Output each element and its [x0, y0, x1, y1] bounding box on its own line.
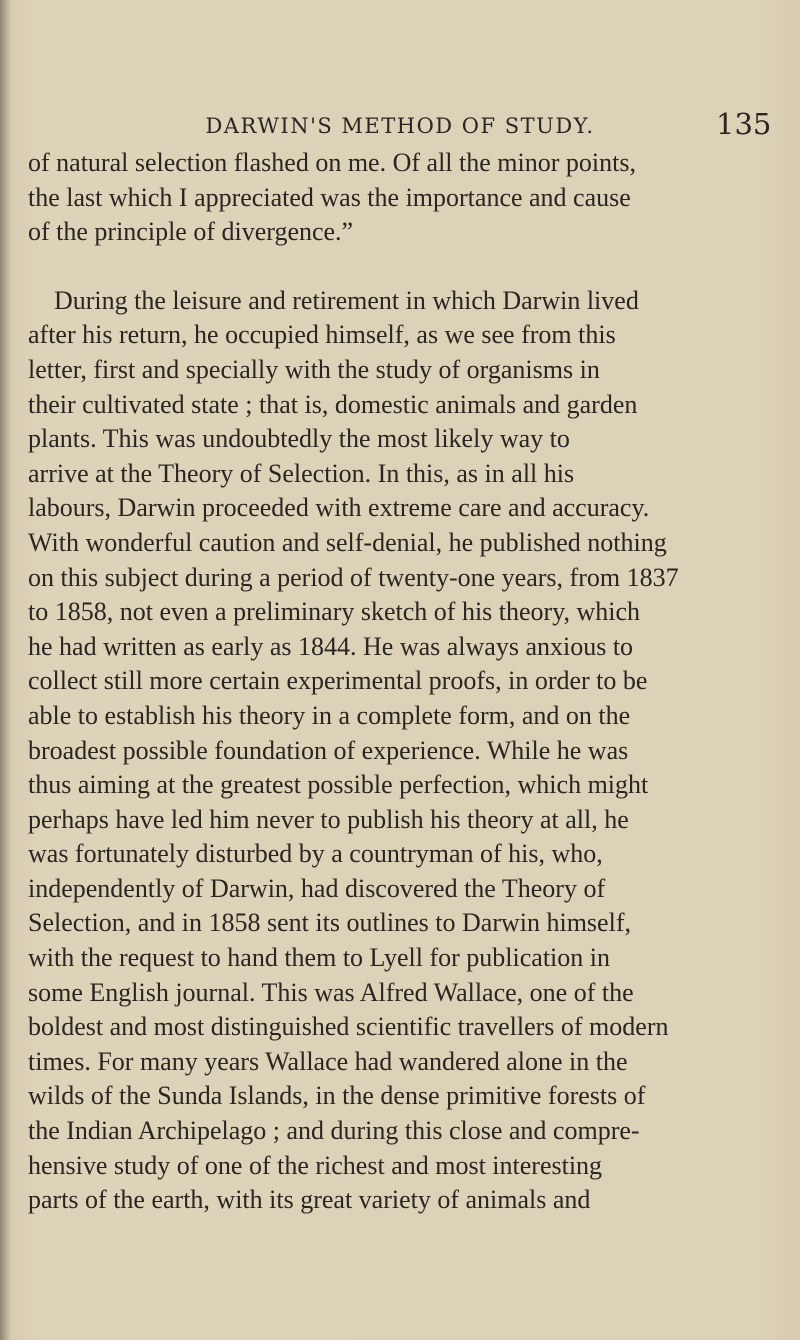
text-line: Selection, and in 1858 sent its outlines to Darwin himself, [28, 908, 631, 938]
text-line: perhaps have led him never to publish his theory at all, he [28, 804, 629, 834]
running-head-title: DARWIN'S METHOD OF STUDY. [205, 114, 595, 138]
text-line: on this subject during a period of twenty-one years, from 1837 [28, 562, 679, 592]
text-line: arrive at the Theory of Selection. In this, as in all his [28, 458, 575, 488]
text-line: of the principle of divergence.” [28, 217, 354, 247]
text-line: thus aiming at the greatest possible perfection, which might [28, 770, 649, 800]
text-line: after his return, he occupied himself, as we see from this [28, 320, 616, 350]
text-line: able to establish his theory in a complete form, and on the [28, 700, 631, 730]
text-line: times. For many years Wallace had wandered alone in the [28, 1046, 628, 1076]
text-line: their cultivated state ; that is, domestic animals and garden [28, 389, 638, 419]
text-line: During the leisure and retirement in which Darwin lived [54, 285, 639, 315]
text-line: to 1858, not even a preliminary sketch of his theory, which [28, 597, 641, 627]
text-line: letter, first and specially with the study of organisms in [28, 354, 600, 384]
text-line: boldest and most distinguished scientific travellers of modern [28, 1012, 669, 1042]
text-line: of natural selection flashed on me. Of all the minor points, [28, 148, 636, 177]
paragraph-2 [28, 284, 788, 1218]
text-line: labours, Darwin proceeded with extreme care and accuracy. [28, 493, 650, 523]
text-line: he had written as early as 1844. He was always anxious to [28, 631, 634, 661]
text-line: With wonderful caution and self-denial, he published nothing [28, 527, 667, 557]
paragraph-1 [28, 146, 788, 250]
text-line: plants. This was undoubtedly the most likely way to [28, 424, 570, 454]
body-text [28, 146, 788, 1218]
paragraph-gap [28, 250, 788, 284]
text-line: with the request to hand them to Lyell for publication in [28, 943, 610, 973]
text-line: was fortunately disturbed by a countryman of his, who, [28, 839, 603, 869]
text-line: independently of Darwin, had discovered the Theory of [28, 873, 606, 903]
text-line: wilds of the Sunda Islands, in the dense primitive forests of [28, 1081, 646, 1111]
text-line: parts of the earth, with its great variety of animals and [28, 1185, 591, 1215]
text-line: collect still more certain experimental proofs, in order to be [28, 666, 648, 696]
text-line: hensive study of one of the richest and most interesting [28, 1150, 603, 1180]
page-binding-edge [0, 0, 10, 1340]
text-line: the last which I appreciated was the importance and cause [28, 182, 631, 212]
text-line: some English journal. This was Alfred Wallace, one of the [28, 977, 634, 1007]
page-number: 135 [716, 107, 772, 141]
text-line: broadest possible foundation of experience. While he was [28, 735, 629, 765]
text-line: the Indian Archipelago ; and during this close and compre- [28, 1116, 640, 1146]
